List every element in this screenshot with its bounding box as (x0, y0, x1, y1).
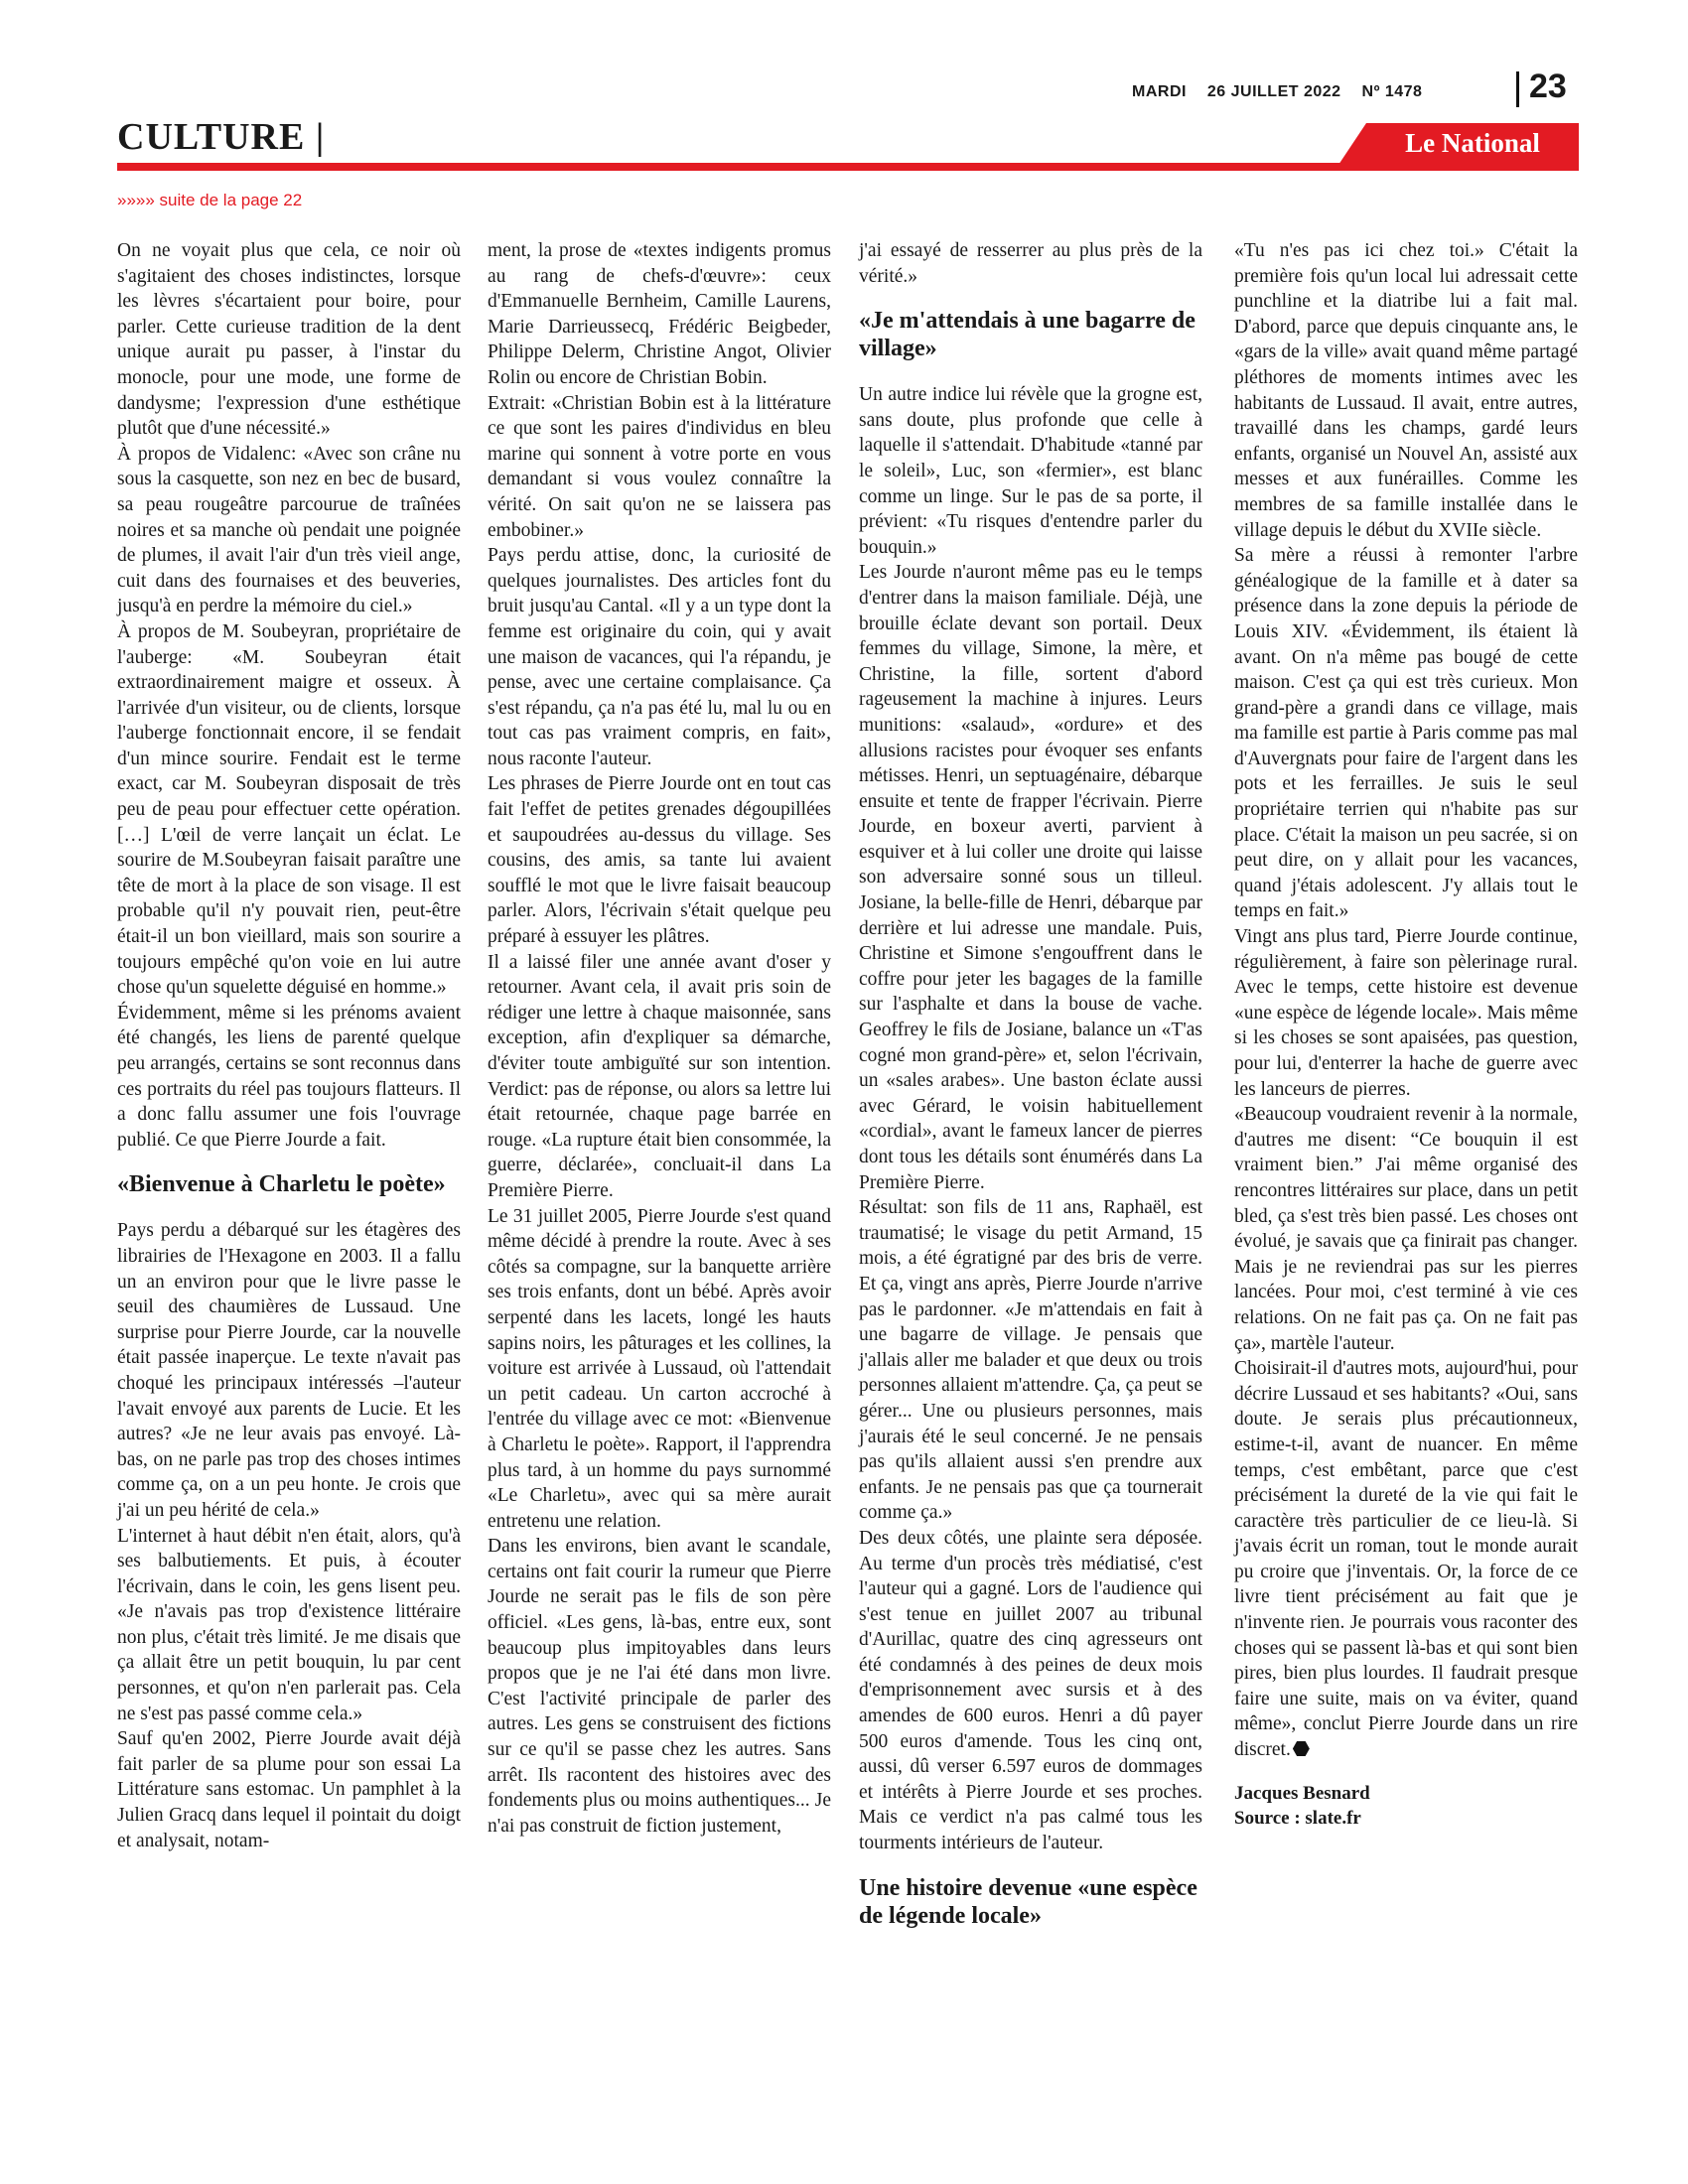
paragraph: L'internet à haut débit n'en était, alors, qu'à ses balbutiements. Et puis, à écouter l'écrivain, dans le coin, les gens lisent peu. «Je n'avais pas trop d'existence littéraire non plus, c'était très limité. Je me disais que ça allait être un petit bouquin, lu par cent personnes, et qu'on n'en parlerait pas. Cela ne s'est pas passé comme cela.» (117, 1525, 461, 1724)
paragraph: On ne voyait plus que cela, ce noir où s'agitaient des choses indistinctes, lorsque les lèvres s'écartaient pour boire, pour parler. Cette curieuse tradition de la dent unique aurait pu passer, à l'instar du monocle, pour une mode, une forme de dandysme; l'expression d'une esthétique plutôt que d'une nécessité.» (117, 240, 461, 440)
issue-date: 26 JUILLET 2022 (1206, 83, 1341, 100)
subheading: «Bienvenue à Charletu le poète» (117, 1171, 446, 1198)
paragraph: Sauf qu'en 2002, Pierre Jourde avait déjà fait parler de sa plume pour son essai La Littérature sans estomac. Un pamphlet à la Julien Gracq dans lequel il pointait du doigt et analysait, notam- (117, 1728, 461, 1851)
paragraph: Il a laissé filer une année avant d'oser y retourner. Avant cela, il avait pris soin de rédiger une lettre à chaque maisonnée, sans exception, afin d'expliquer sa démarche, d'éviter toute ambiguïté sur son intention. Verdict: pas de réponse, ou alors sa lettre lui était retournée, chaque page barrée en rouge. «La rupture était bien consommée, la guerre, déclarée», concluait-il dans La Première Pierre. (488, 951, 831, 1201)
section-title: CULTURE | (117, 116, 326, 158)
issue-info (1132, 83, 1438, 101)
page-number: 23 (1529, 68, 1567, 105)
paragraph: Dans les environs, bien avant le scandale, certains ont fait courir la rumeur que Pierre Jourde ne serait pas le fils de son père officiel. «Les gens, là-bas, entre eux, sont beaucoup plus impitoyables dans leurs propos que je ne l'ai été dans mon livre. C'est l'activité principale de parler des autres. Les gens se construisent des fictions sur ce qu'il se passe chez les autres. Sans arrêt. Ils racontent des histoires avec des fondements plus ou moins authentiques... Je n'ai pas construit de fiction justement, (488, 1536, 831, 1837)
article-column-3 (859, 238, 1202, 2075)
paragraph: «Beaucoup voudraient revenir à la normale, d'autres me disent: “Ce bouquin il est vraiment bien.” J'ai même organisé des rencontres littéraires sur place, dans un petit bled, ça s'est très bien passé. Les choses ont évolué, je savais que ça finirait pas changer. Mais je ne reviendrai pas sur les pierres lancées. Pour moi, c'est terminé à vie ces relations. On ne fait pas ça. On ne fait pas ça», martèle l'auteur. (1234, 1104, 1578, 1354)
page-number-divider (1516, 71, 1519, 107)
article-column-2 (488, 238, 831, 2075)
byline (1234, 1781, 1578, 1831)
paragraph: À propos de M. Soubeyran, propriétaire de l'auberge: «M. Soubeyran était extraordinairement maigre et osseux. À l'arrivée d'un visiteur, ou de clients, lorsque l'auberge fonctionnait encore, il se fendait d'un mince sourire. Fendait est le terme exact, car M. Soubeyran disposait de très peu de peau pour effectuer cette opération. […] L'œil de verre lançait un éclat. Le sourire de M.Soubeyran faisait paraître une tête de mort à la place de son visage. Il est probable qu'il n'y pouvait rien, peut-être était-il un bon vieillard, mais son sourire a toujours empêché qu'on voie en lui autre chose qu'un squelette déguisé en homme.» (117, 620, 461, 999)
paragraph (1234, 1356, 1578, 1763)
continued-from-link[interactable]: »»»» suite de la page 22 (117, 191, 303, 209)
paragraph: Un autre indice lui révèle que la grogne est, sans doute, plus profonde que celle à laquelle il s'attendait. D'habitude «tanné par le soleil», Luc, son «fermier», est blanc comme un linge. Sur le pas de sa porte, il prévient: «Tu risques d'entendre parler du bouquin.» (859, 384, 1202, 558)
paragraph: «Tu n'es pas ici chez toi.» C'était la première fois qu'un local lui adressait cette punchline et la diatribe lui a fait mal. D'abord, parce que depuis cinquante ans, le «gars de la ville» avait quand même partagé pléthores de moments intimes avec les habitants de Lussaud. Il avait, entre autres, travaillé dans les champs, gardé leurs enfants, organisé un Nouvel An, assisté aux messes et aux funérailles. Comme les membres de sa famille installée dans le village depuis le début du XVIIe siècle. (1234, 240, 1578, 541)
paragraph: Vingt ans plus tard, Pierre Jourde continue, régulièrement, à faire son pèlerinage rural. Avec le temps, cette histoire est devenue «une espèce de légende locale». Mais même si les choses se sont apaisées, pas question, pour lui, d'enterrer la hache de guerre avec les lanceurs de pierres. (1234, 926, 1578, 1100)
end-of-article-icon (1293, 1741, 1310, 1756)
paragraph: Pays perdu a débarqué sur les étagères des librairies de l'Hexagone en 2003. Il a fallu un an environ pour que le livre passe le seuil des chaumières de Lussaud. Une surprise pour Pierre Jourde, car la nouvelle était passée inaperçue. Le texte n'avait pas choqué les principaux intéressés –l'auteur l'avait envoyé aux parents de Lucie. Et les autres? «Je ne leur avais pas envoyé. Là-bas, on ne parle pas trop des choses intimes comme ça, on a un peu honte. Je crois que j'ai un peu hérité de cela.» (117, 1220, 461, 1521)
paragraph: ment, la prose de «textes indigents promus au rang de chefs-d'œuvre»: ceux d'Emmanuelle Bernheim, Camille Laurens, Marie Darrieussecq, Frédéric Beigbeder, Philippe Delerm, Christine Angot, Olivier Rolin ou encore de Christian Bobin. (488, 240, 831, 388)
issue-number: Nº 1478 (1361, 83, 1423, 100)
paragraph: Extrait: «Christian Bobin est à la littérature ce que sont les paires d'individus en bleu marine qui sonnent à votre porte en vous demandant si vous voulez connaître la vérité. On sait qu'on ne se laissera pas embobiner.» (488, 392, 831, 541)
paragraph: À propos de Vidalenc: «Avec son crâne nu sous la casquette, son nez en bec de busard, sa peau rougeâtre parcourue de traînées noires et sa manche où pendait une poignée de plumes, il avait l'air d'un très vieil ange, cuit dans des fournaises et des beuveries, jusqu'à en perdre la mémoire du ciel.» (117, 443, 461, 617)
issue-day: MARDI (1132, 83, 1187, 100)
subheading: Une histoire devenue «une espèce de légende locale» (859, 1874, 1197, 1929)
paragraph: Des deux côtés, une plainte sera déposée. Au terme d'un procès très médiatisé, c'est l'auteur qui a gagné. Lors de l'audience qui s'est tenue en juillet 2007 au tribunal d'Aurillac, quatre des cinq agresseurs ont été condamnés à des peines de deux mois d'emprisonnement avec sursis et à des amendes de 600 euros. Henri a dû payer 500 euros d'amende. Tous les cinq ont, aussi, dû verser 6.597 euros de dommages et intérêts à Pierre Jourde et ses proches. Mais ce verdict n'a pas calmé tous les tourments intérieurs de l'auteur. (859, 1527, 1202, 1854)
paragraph: Le 31 juillet 2005, Pierre Jourde s'est quand même décidé à prendre la route. Avec à ses côtés sa compagne, sur la banquette arrière ses trois enfants, dont un bébé. Après avoir serpenté dans les lacets, longé les hauts sapins noirs, les pâturages et les collines, la voiture est arrivée à Lussaud, où l'attendait un petit cadeau. Un carton accroché à l'entrée du village avec ce mot: «Bienvenue à Charletu le poète». Rapport, il l'apprendra plus tard, à un homme du pays surnommé «Le Charletu», avec qui sa mère aurait entretenu une relation. (488, 1205, 831, 1532)
brand-name: Le National (1405, 128, 1540, 158)
paragraph-text: Choisirait-il d'autres mots, aujourd'hui, pour décrire Lussaud et ses habitants? «Oui, sans doute. Je serais plus précautionneux, estime-t-il, avant de nuancer. En même temps, c'est embêtant, parce que c'est précisément la dureté de la vie qui fait le caractère très particulier de ce lieu-là. Si j'avais écrit un roman, tout le monde aurait pu croire que j'inventais. Or, la force de ce livre tient précisément au fait que je n'invente rien. Je pourrais vous raconter des choses qui se passent là-bas et qui sont bien pires, bien plus lourdes. Il faudrait presque faire une suite, mais on va éviter, quand même», conclut Pierre Jourde dans un rire discret. (1234, 1358, 1578, 1761)
paragraph: Les Jourde n'auront même pas eu le temps d'entrer dans la maison familiale. Déjà, une brouille éclate devant son portail. Deux femmes du village, Simone, la mère, et Christine, la fille, sortent d'abord rageusement la machine à injures. Leurs munitions: «salaud», «ordure» et des allusions racistes pour évoquer ses enfants métisses. Henri, un septuagénaire, débarque ensuite et tente de frapper l'écrivain. Pierre Jourde, en boxeur averti, parvient à esquiver et à lui coller une droite qui laisse son adversaire sonné sous un tilleul. Josiane, la belle-fille de Henri, débarque par derrière et lui adresse une mandale. Puis, Christine et Simone s'engouffrent dans le coffre pour jeter les bagages de la famille sur l'asphalte et dans la bouse de vache. Geoffrey le fils de Josiane, balance un «T'as cogné mon grand-père» et, selon l'écrivain, un «sales arabes». Une baston éclate aussi avec Gérard, le voisin habituellement «cordial», avant le fameux lancer de pierres dont tous les détails sont énumérés dans La Première Pierre. (859, 562, 1202, 1193)
paragraph: Pays perdu attise, donc, la curiosité de quelques journalistes. Des articles font du bruit jusqu'au Cantal. «Il y a un type dont la femme est originaire du coin, qui y avait une maison de vacances, qui l'a répandu, je pense, avec une certaine complaisance. Ça s'est répandu, ça n'a pas été lu, mal lu ou en tout cas pas vraiment compris, en fait», nous raconte l'auteur. (488, 545, 831, 769)
article-column-1 (117, 238, 461, 2075)
paragraph: Évidemment, même si les prénoms avaient été changés, les liens de parenté quelque peu arrangés, certains se sont reconnus dans ces portraits du réel pas toujours flatteurs. Il a donc fallu assumer une fois l'ouvrage publié. Ce que Pierre Jourde a fait. (117, 1002, 461, 1151)
paragraph: Résultat: son fils de 11 ans, Raphaël, est traumatisé; le visage du petit Armand, 15 mois, a été égratigné par des bris de verre. Et ça, vingt ans après, Pierre Jourde n'arrive pas le pardonner. «Je m'attendais en fait à une bagarre de village. Je pensais que j'allais aller me balader et que deux ou trois personnes allaient m'attendre. Ça, ça peut se gérer... Une ou plusieurs personnes, mais j'aurais été le seul concerné. Je ne pensais pas qu'ils allaient aussi s'en prendre aux enfants. Je ne pensais pas que ça tournerait comme ça.» (859, 1197, 1202, 1524)
article-column-4 (1234, 238, 1578, 2075)
paragraph: Les phrases de Pierre Jourde ont en tout cas fait l'effet de petites grenades dégoupillées et saupoudrées au-dessus du village. Ses cousins, des amis, sa tante lui avaient soufflé le mot que le livre faisait beaucoup parler. Alors, l'écrivain s'était quelque peu préparé à essuyer les plâtres. (488, 773, 831, 948)
source-credit: Source : slate.fr (1234, 1807, 1361, 1829)
subheading: «Je m'attendais à une bagarre de village» (859, 308, 1196, 362)
author-name: Jacques Besnard (1234, 1782, 1370, 1804)
paragraph: j'ai essayé de resserrer au plus près de la vérité.» (859, 240, 1202, 287)
paragraph: Sa mère a réussi à remonter l'arbre généalogique de la famille et à dater sa présence dans la zone depuis la période de Louis XIV. «Évidemment, ils étaient là avant. On n'a même pas bougé de cette maison. C'est ça qui est très curieux. Mon grand-père a grandi dans ce village, mais ma famille est partie à Paris comme pas mal d'Auvergnats pour faire de l'argent dans les pots et les ferrailles. Je suis le seul propriétaire terrien qui n'habite pas sur place. C'était la maison un peu sacrée, si on peut dire, on y allait pour les vacances, quand j'étais adolescent. J'y allais tout le temps en fait.» (1234, 545, 1578, 922)
